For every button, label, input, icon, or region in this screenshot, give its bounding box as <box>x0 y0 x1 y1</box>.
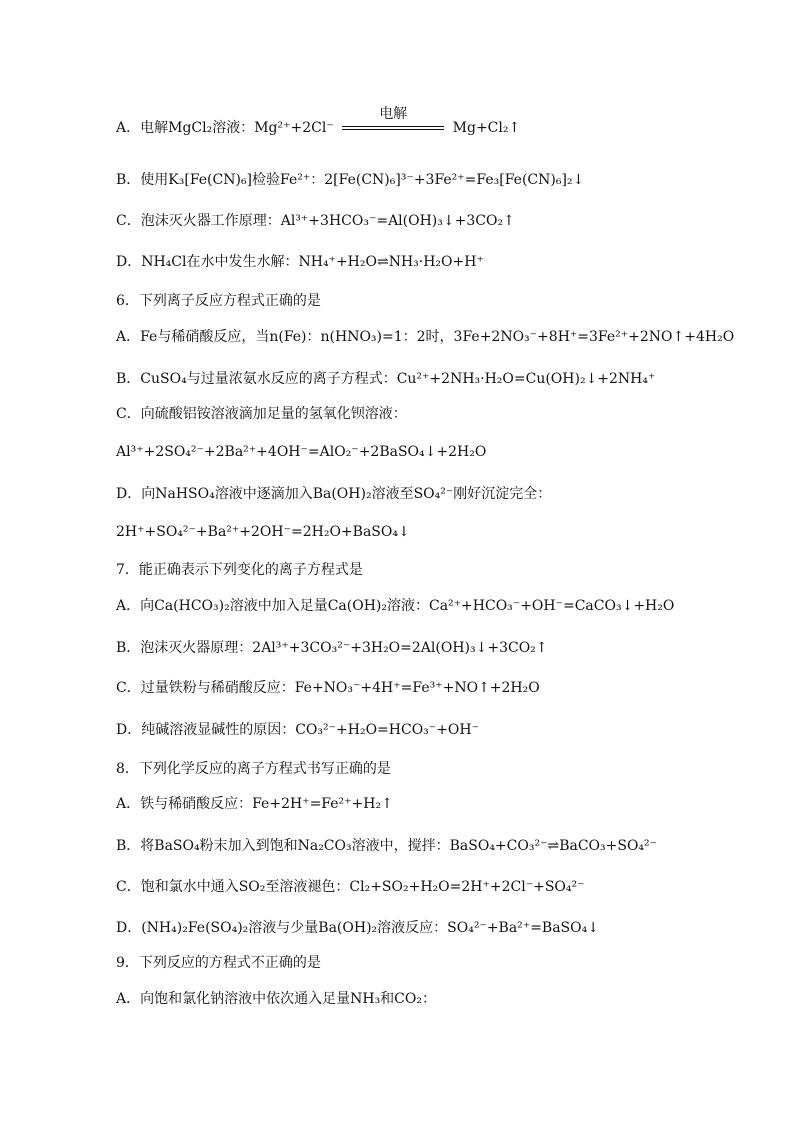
question-heading: 6．下列离子反应方程式正确的是 <box>116 293 321 309</box>
document-line: B．使用K₃[Fe(CN)₆]检验Fe²⁺：2[Fe(CN)₆]³⁻+3Fe²⁺=Fe₃[Fe(CN)₆]₂↓ <box>116 172 585 188</box>
document-line: A．铁与稀硝酸反应：Fe+2H⁺=Fe²⁺+H₂↑ <box>116 796 393 812</box>
question-5-option-a <box>116 106 773 138</box>
document-line: C．向硫酸铝铵溶液滴加足量的氢氧化钡溶液： <box>116 406 407 422</box>
document-line: Al³⁺+2SO₄²⁻+2Ba²⁺+4OH⁻=AlO₂⁻+2BaSO₄↓+2H₂O <box>116 444 487 460</box>
option-a-right: Mg+Cl₂↑ <box>452 120 521 136</box>
document-line: C．饱和氯水中通入SO₂至溶液褪色：Cl₂+SO₂+H₂O=2H⁺+2Cl⁻+SO₄²⁻ <box>116 879 585 895</box>
document-line: 2H⁺+SO₄²⁻+Ba²⁺+2OH⁻=2H₂O+BaSO₄↓ <box>116 524 410 540</box>
question-heading: 8．下列化学反应的离子方程式书写正确的是 <box>116 761 391 777</box>
option-a-left: A．电解MgCl₂溶液：Mg²⁺+2Cl⁻ <box>116 120 334 136</box>
document-line: D．(NH₄)₂Fe(SO₄)₂溶液与少量Ba(OH)₂溶液反应：SO₄²⁻+Ba²⁺=BaSO₄↓ <box>116 920 599 936</box>
condition-bar-top <box>342 126 444 127</box>
document-line: C．泡沫灭火器工作原理：Al³⁺+3HCO₃⁻=Al(OH)₃↓+3CO₂↑ <box>116 213 515 229</box>
document-line: D．NH₄Cl在水中发生水解：NH₄⁺+H₂O⇌NH₃·H₂O+H⁺ <box>116 254 484 270</box>
document-line: D．纯碱溶液显碱性的原因：CO₃²⁻+H₂O=HCO₃⁻+OH⁻ <box>116 722 479 738</box>
condition-bar-bottom <box>342 129 444 130</box>
document-line: B．将BaSO₄粉末加入到饱和Na₂CO₃溶液中，搅拌：BaSO₄+CO₃²⁻⇌BaCO₃+SO₄²⁻ <box>116 838 658 854</box>
document-line: A．向Ca(HCO₃)₂溶液中加入足量Ca(OH)₂溶液：Ca²⁺+HCO₃⁻+OH⁻=CaCO₃↓+H₂O <box>116 598 675 614</box>
document-line: A．向饱和氯化钠溶液中依次通入足量NH₃和CO₂： <box>116 991 436 1007</box>
document-line: C．过量铁粉与稀硝酸反应：Fe+NO₃⁻+4H⁺=Fe³⁺+NO↑+2H₂O <box>116 680 540 696</box>
document-line: B．泡沫灭火器原理：2Al³⁺+3CO₃²⁻+3H₂O=2Al(OH)₃↓+3CO₂↑ <box>116 640 548 656</box>
question-heading: 9．下列反应的方程式不正确的是 <box>116 955 321 971</box>
electrolysis-condition-arrow <box>342 106 444 138</box>
document-line: D．向NaHSO₄溶液中逐滴加入Ba(OH)₂溶液至SO₄²⁻刚好沉淀完全： <box>116 486 552 502</box>
document-line: A．Fe与稀硝酸反应，当n(Fe)：n(HNO₃)=1：2时，3Fe+2NO₃⁻+8H⁺=3Fe²⁺+2NO↑+4H₂O <box>116 329 735 345</box>
document-line: B．CuSO₄与过量浓氨水反应的离子方程式：Cu²⁺+2NH₃·H₂O=Cu(OH)₂↓+2NH₄⁺ <box>116 371 656 387</box>
electrolysis-condition-label: 电解 <box>379 106 408 122</box>
question-heading: 7．能正确表示下列变化的离子方程式是 <box>116 562 363 578</box>
